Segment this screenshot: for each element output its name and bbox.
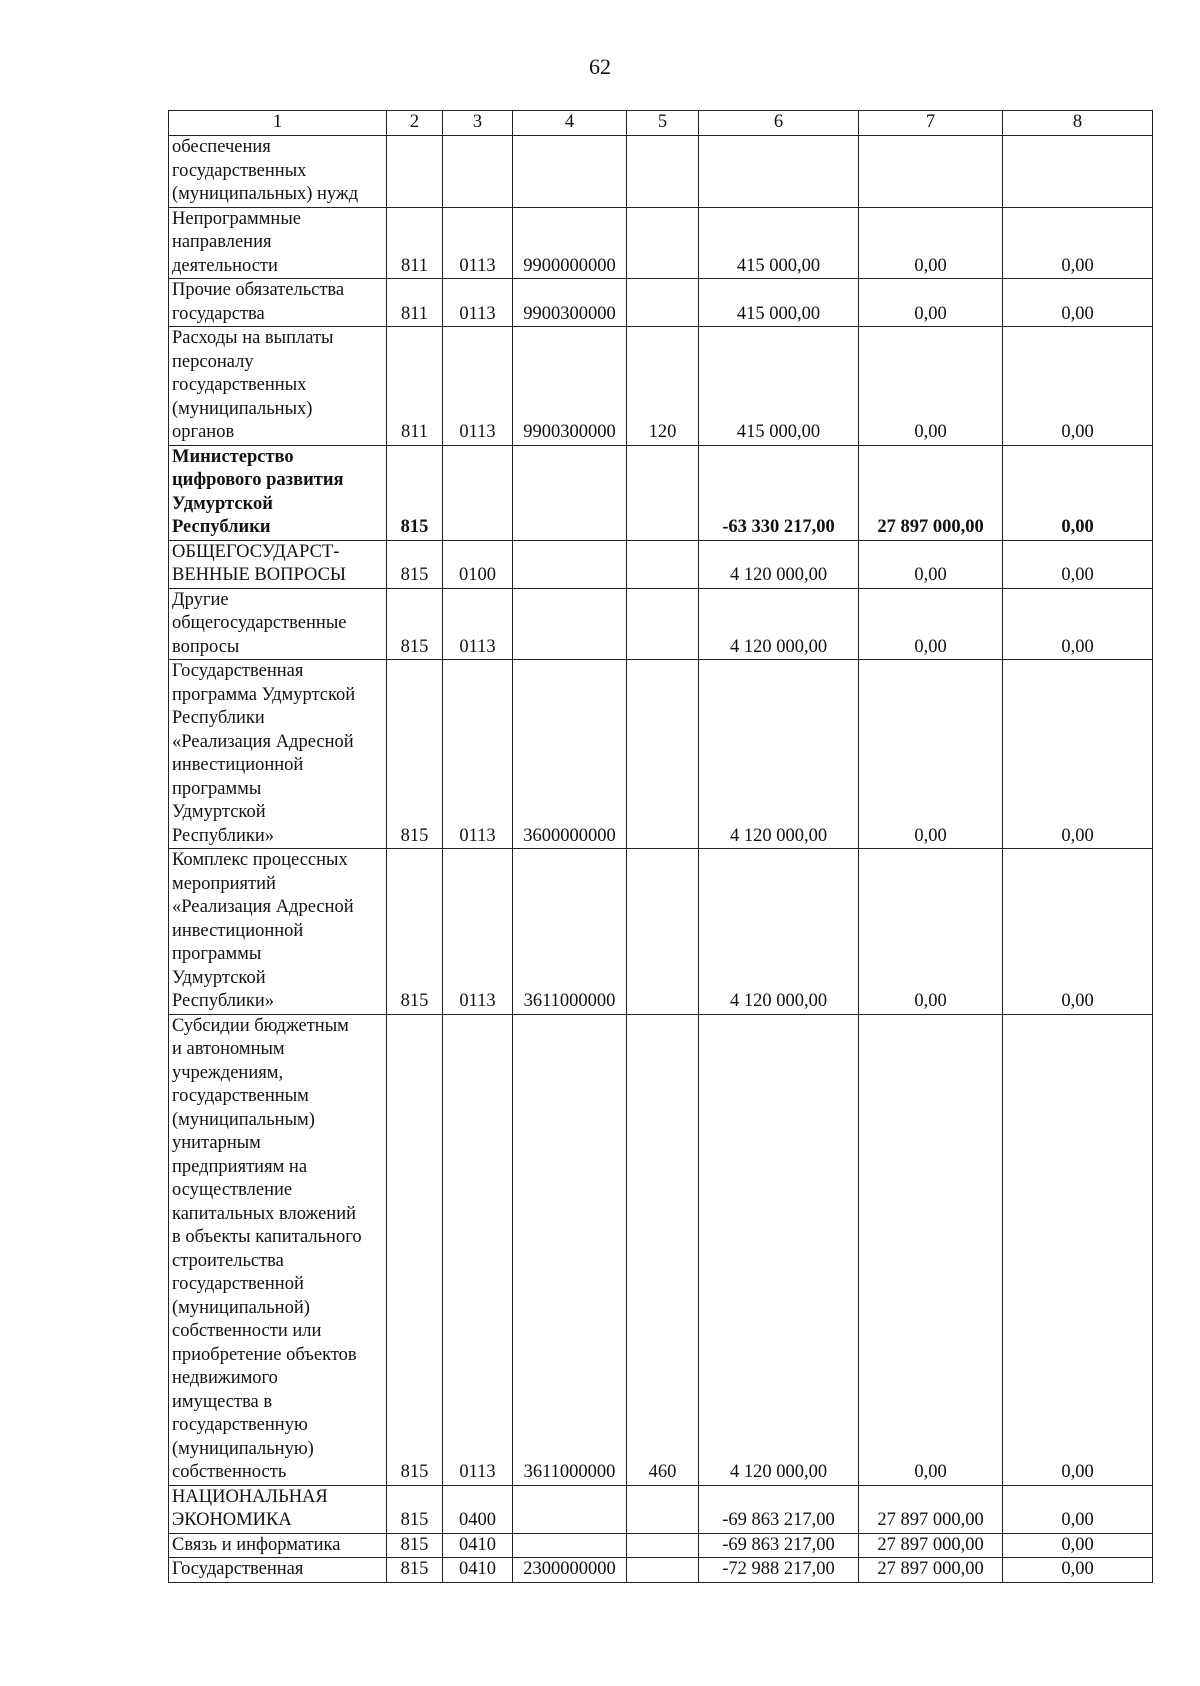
ministry-code: 811 bbox=[387, 279, 443, 327]
expense-type-code bbox=[627, 136, 699, 208]
table-row bbox=[169, 136, 1153, 208]
amount-col8: 0,00 bbox=[1003, 1014, 1153, 1485]
row-name: НАЦИОНАЛЬНАЯ ЭКОНОМИКА bbox=[169, 1485, 387, 1533]
section-code: 0113 bbox=[443, 660, 513, 849]
section-code: 0100 bbox=[443, 540, 513, 588]
amount-col8: 0,00 bbox=[1003, 445, 1153, 540]
amount-col8: 0,00 bbox=[1003, 279, 1153, 327]
expense-type-code bbox=[627, 445, 699, 540]
row-name: Другие общегосударственные вопросы bbox=[169, 588, 387, 660]
amount-col8: 0,00 bbox=[1003, 1533, 1153, 1558]
amount-col6 bbox=[699, 136, 859, 208]
table-row bbox=[169, 207, 1153, 279]
ministry-code: 815 bbox=[387, 1014, 443, 1485]
amount-col7: 0,00 bbox=[859, 849, 1003, 1015]
amount-col7: 0,00 bbox=[859, 1014, 1003, 1485]
page-number: 62 bbox=[589, 54, 611, 79]
ministry-code: 811 bbox=[387, 327, 443, 446]
target-article-code: 3611000000 bbox=[513, 1014, 627, 1485]
ministry-code: 815 bbox=[387, 849, 443, 1015]
amount-col6: 4 120 000,00 bbox=[699, 588, 859, 660]
column-header: 8 bbox=[1003, 111, 1153, 136]
section-code: 0400 bbox=[443, 1485, 513, 1533]
section-code: 0113 bbox=[443, 849, 513, 1015]
row-name: Связь и информатика bbox=[169, 1533, 387, 1558]
amount-col8: 0,00 bbox=[1003, 1485, 1153, 1533]
section-code: 0410 bbox=[443, 1558, 513, 1583]
target-article-code: 3600000000 bbox=[513, 660, 627, 849]
section-code: 0113 bbox=[443, 1014, 513, 1485]
amount-col7: 27 897 000,00 bbox=[859, 1485, 1003, 1533]
amount-col8: 0,00 bbox=[1003, 540, 1153, 588]
target-article-code: 9900300000 bbox=[513, 279, 627, 327]
table-row bbox=[169, 540, 1153, 588]
row-name: Комплекс процессных мероприятий «Реализация Адресной инвестиционной программы Удмуртской Республики» bbox=[169, 849, 387, 1015]
ministry-code bbox=[387, 136, 443, 208]
amount-col6: -63 330 217,00 bbox=[699, 445, 859, 540]
amount-col6: 415 000,00 bbox=[699, 279, 859, 327]
amount-col7: 27 897 000,00 bbox=[859, 1558, 1003, 1583]
column-header: 2 bbox=[387, 111, 443, 136]
table-row bbox=[169, 327, 1153, 446]
column-header: 4 bbox=[513, 111, 627, 136]
table-row bbox=[169, 1558, 1153, 1583]
expense-type-code bbox=[627, 207, 699, 279]
amount-col8: 0,00 bbox=[1003, 588, 1153, 660]
target-article-code: 2300000000 bbox=[513, 1558, 627, 1583]
target-article-code bbox=[513, 588, 627, 660]
section-code: 0410 bbox=[443, 1533, 513, 1558]
ministry-code: 815 bbox=[387, 1558, 443, 1583]
amount-col8: 0,00 bbox=[1003, 849, 1153, 1015]
ministry-code: 815 bbox=[387, 1533, 443, 1558]
expense-type-code bbox=[627, 660, 699, 849]
amount-col6: 4 120 000,00 bbox=[699, 660, 859, 849]
row-name: Непрограммные направления деятельности bbox=[169, 207, 387, 279]
amount-col8: 0,00 bbox=[1003, 1558, 1153, 1583]
target-article-code: 9900300000 bbox=[513, 327, 627, 446]
expense-type-code bbox=[627, 279, 699, 327]
expense-type-code bbox=[627, 1558, 699, 1583]
table-row bbox=[169, 279, 1153, 327]
expense-type-code: 120 bbox=[627, 327, 699, 446]
target-article-code bbox=[513, 445, 627, 540]
expense-type-code: 460 bbox=[627, 1014, 699, 1485]
ministry-code: 815 bbox=[387, 588, 443, 660]
table-row bbox=[169, 1485, 1153, 1533]
amount-col7: 0,00 bbox=[859, 540, 1003, 588]
row-name: обеспечения государственных (муниципальных) нужд bbox=[169, 136, 387, 208]
row-name: Государственная bbox=[169, 1558, 387, 1583]
amount-col8: 0,00 bbox=[1003, 207, 1153, 279]
table-row bbox=[169, 588, 1153, 660]
target-article-code bbox=[513, 540, 627, 588]
column-header: 5 bbox=[627, 111, 699, 136]
amount-col7 bbox=[859, 136, 1003, 208]
row-name: ОБЩЕГОСУДАРСТ- ВЕННЫЕ ВОПРОСЫ bbox=[169, 540, 387, 588]
ministry-code: 815 bbox=[387, 1485, 443, 1533]
column-header: 6 bbox=[699, 111, 859, 136]
amount-col7: 0,00 bbox=[859, 327, 1003, 446]
section-code: 0113 bbox=[443, 588, 513, 660]
amount-col8 bbox=[1003, 136, 1153, 208]
amount-col6: -69 863 217,00 bbox=[699, 1485, 859, 1533]
target-article-code bbox=[513, 1533, 627, 1558]
expense-type-code bbox=[627, 540, 699, 588]
row-name: Государственная программа Удмуртской Республики «Реализация Адресной инвестиционной программы Удмуртской Республики» bbox=[169, 660, 387, 849]
section-code bbox=[443, 445, 513, 540]
budget-table bbox=[168, 110, 1153, 1583]
table-row bbox=[169, 445, 1153, 540]
amount-col7: 27 897 000,00 bbox=[859, 1533, 1003, 1558]
amount-col6: -69 863 217,00 bbox=[699, 1533, 859, 1558]
target-article-code: 9900000000 bbox=[513, 207, 627, 279]
row-name: Расходы на выплаты персоналу государственных (муниципальных) органов bbox=[169, 327, 387, 446]
amount-col8: 0,00 bbox=[1003, 327, 1153, 446]
amount-col6: 4 120 000,00 bbox=[699, 1014, 859, 1485]
amount-col6: 4 120 000,00 bbox=[699, 540, 859, 588]
column-header: 3 bbox=[443, 111, 513, 136]
expense-type-code bbox=[627, 1533, 699, 1558]
row-name: Министерство цифрового развития Удмуртской Республики bbox=[169, 445, 387, 540]
ministry-code: 815 bbox=[387, 540, 443, 588]
ministry-code: 815 bbox=[387, 660, 443, 849]
amount-col7: 0,00 bbox=[859, 660, 1003, 849]
section-code: 0113 bbox=[443, 327, 513, 446]
amount-col8: 0,00 bbox=[1003, 660, 1153, 849]
table-row bbox=[169, 660, 1153, 849]
expense-type-code bbox=[627, 588, 699, 660]
table-body bbox=[169, 136, 1153, 1583]
section-code: 0113 bbox=[443, 279, 513, 327]
expense-type-code bbox=[627, 1485, 699, 1533]
target-article-code bbox=[513, 1485, 627, 1533]
amount-col7: 27 897 000,00 bbox=[859, 445, 1003, 540]
target-article-code: 3611000000 bbox=[513, 849, 627, 1015]
column-header: 1 bbox=[169, 111, 387, 136]
amount-col7: 0,00 bbox=[859, 207, 1003, 279]
target-article-code bbox=[513, 136, 627, 208]
amount-col6: 4 120 000,00 bbox=[699, 849, 859, 1015]
row-name: Прочие обязательства государства bbox=[169, 279, 387, 327]
row-name: Субсидии бюджетным и автономным учреждениям, государственным (муниципальным) унитарным предприятиям на осуществление капитальных вложений в объекты капитального строительства государственной (муниципальной) собственности или приобретение объектов недвижимого имущества в государственную (муниципальную) собственность bbox=[169, 1014, 387, 1485]
table-row bbox=[169, 849, 1153, 1015]
section-code bbox=[443, 136, 513, 208]
amount-col6: 415 000,00 bbox=[699, 327, 859, 446]
amount-col7: 0,00 bbox=[859, 279, 1003, 327]
table-row bbox=[169, 1533, 1153, 1558]
column-header: 7 bbox=[859, 111, 1003, 136]
amount-col6: -72 988 217,00 bbox=[699, 1558, 859, 1583]
amount-col6: 415 000,00 bbox=[699, 207, 859, 279]
ministry-code: 815 bbox=[387, 445, 443, 540]
ministry-code: 811 bbox=[387, 207, 443, 279]
amount-col7: 0,00 bbox=[859, 588, 1003, 660]
table-row bbox=[169, 1014, 1153, 1485]
expense-type-code bbox=[627, 849, 699, 1015]
section-code: 0113 bbox=[443, 207, 513, 279]
header-row bbox=[169, 111, 1153, 136]
